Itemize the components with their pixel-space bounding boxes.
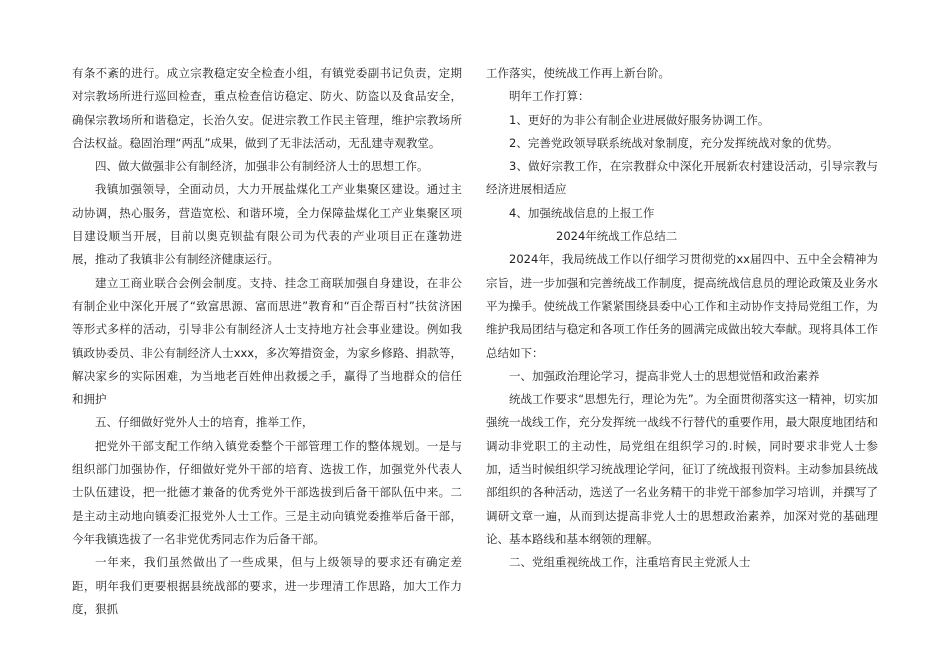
paragraph-year-summary: 一年来，我们虽然做出了一些成果，但与上级领导的要求还有确定差距，明年我们更要根据县统战部的要求，进一步理清工作思路，加大工作力度，狠抓 xyxy=(72,555,462,616)
plan-item-2: 2、完善党政领导联系统战对象制度，充分发挥统战对象的优势。 xyxy=(509,135,839,150)
plan-item-3: 3、做好宗教工作，在宗教群众中深化开展新农村建设活动，引导宗教与经济进展相适应 xyxy=(486,159,878,197)
summary-title: 2024年统战工作总结二 xyxy=(556,229,678,244)
heading-next-year-plan: 明年工作打算： xyxy=(509,89,590,104)
paragraph-theory-study: 统战工作要求“思想先行，理论为先”。为全面贯彻落实这一精神，切实加强统一战线工作，充分发挥统一战线不行替代的重要作用，最大限度地团结和调动非党职工的主动性，局党组在组织学习的.时候，同时要求非党人士参加，适当时候组织学习统战理论学问，征订了统战报刊资料。主动参加县统战部组织的各种活动，选送了一名业务精干的非党干部参加学习培训，并撰写了调研文章一遍，从而到达提高非党人士的思想政治素养，加深对党的基础理论、基本路线和基本纲领的理解。 xyxy=(486,392,878,546)
paragraph-summary-intro: 2024年，我局统战工作以仔细学习贯彻党的xx届四中、五中全会精神为宗旨，进一步加强和完善统战工作制度，提高统战信息员的理论政策及业务水平为操手。使统战工作紧紧围绕县委中心工作和主动协作支持局党组工作，为维护我局团结与稳定和各项工作任务的圆满完成做出较大奉献。现将具体工作总结如下： xyxy=(486,252,878,360)
heading-section-5: 五、仔细做好党外人士的培育，推举工作， xyxy=(95,415,314,430)
paragraph-commerce-federation: 建立工商业联合会例会制度。支持、挂念工商联加强自身建设，在非公有制企业中深化开展了“致富思源、富而思进”教育和“百企帮百村”扶贫济困等形式多样的活动，引导非公有制经济人士支持地方社会事业建设。例如我镇政协委员、非公有制经济人士xxx，多次筹措资金，为家乡修路、捐款等，解决家乡的实际困难，为当地老百姓伸出救援之手，赢得了当地群众的信任和拥护 xyxy=(72,275,462,407)
heading-section-1: 一、加强政治理论学习，提高非党人士的思想觉悟和政治素养 xyxy=(509,368,820,383)
paragraph-cadre-planning: 把党外干部支配工作纳入镇党委整个干部管理工作的整体规划。一是与组织部门加强协作，仔细做好党外干部的培育、选拔工作，加强党外代表人士队伍建设，把一批德才兼备的优秀党外干部选拔到后备干部队伍中来。二是主动主动地向镇委汇报党外人士工作。三是主动向镇党委推举后备干部，今年我镇选拔了一名非党优秀同志作为后备干部。 xyxy=(72,438,462,546)
heading-section-2: 二、党组重视统战工作，注重培育民主党派人士 xyxy=(509,555,751,570)
plan-item-1: 1、更好的为非公有制企业进展做好服务协调工作。 xyxy=(509,112,770,127)
paragraph-religion-safety: 有条不紊的进行。成立宗教稳定安全检查小组，有镇党委副书记负责，定期对宗教场所进行巡回检查，重点检查信访稳定、防火、防盗以及食品安全，确保宗教场所和谐稳定，长治久安。促进宗教工作民主管理，维护宗教场所合法权益。稳固治理“两乱”成果，做到了无非法活动，无乱建寺观教堂。 xyxy=(72,66,462,150)
paragraph-continuation: 工作落实，使统战工作再上新台阶。 xyxy=(486,66,670,80)
left-column xyxy=(72,62,462,621)
paragraph-industry-cluster: 我镇加强领导，全面动员，大力开展盐煤化工产业集聚区建设。通过主动协调，热心服务，营造宽松、和谐环境，全力保障盐煤化工产业集聚区项目建设顺当开展，目前以奥克钡盐有限公司为代表的产业项目正在蓬勃进展，推动了我镇非公有制经济健康运行。 xyxy=(72,182,462,267)
heading-section-4: 四、做大做强非公有制经济，加强非公有制经济人士的思想工作。 xyxy=(95,159,429,174)
plan-item-4: 4、加强统战信息的上报工作 xyxy=(509,205,655,220)
right-column xyxy=(486,62,878,575)
